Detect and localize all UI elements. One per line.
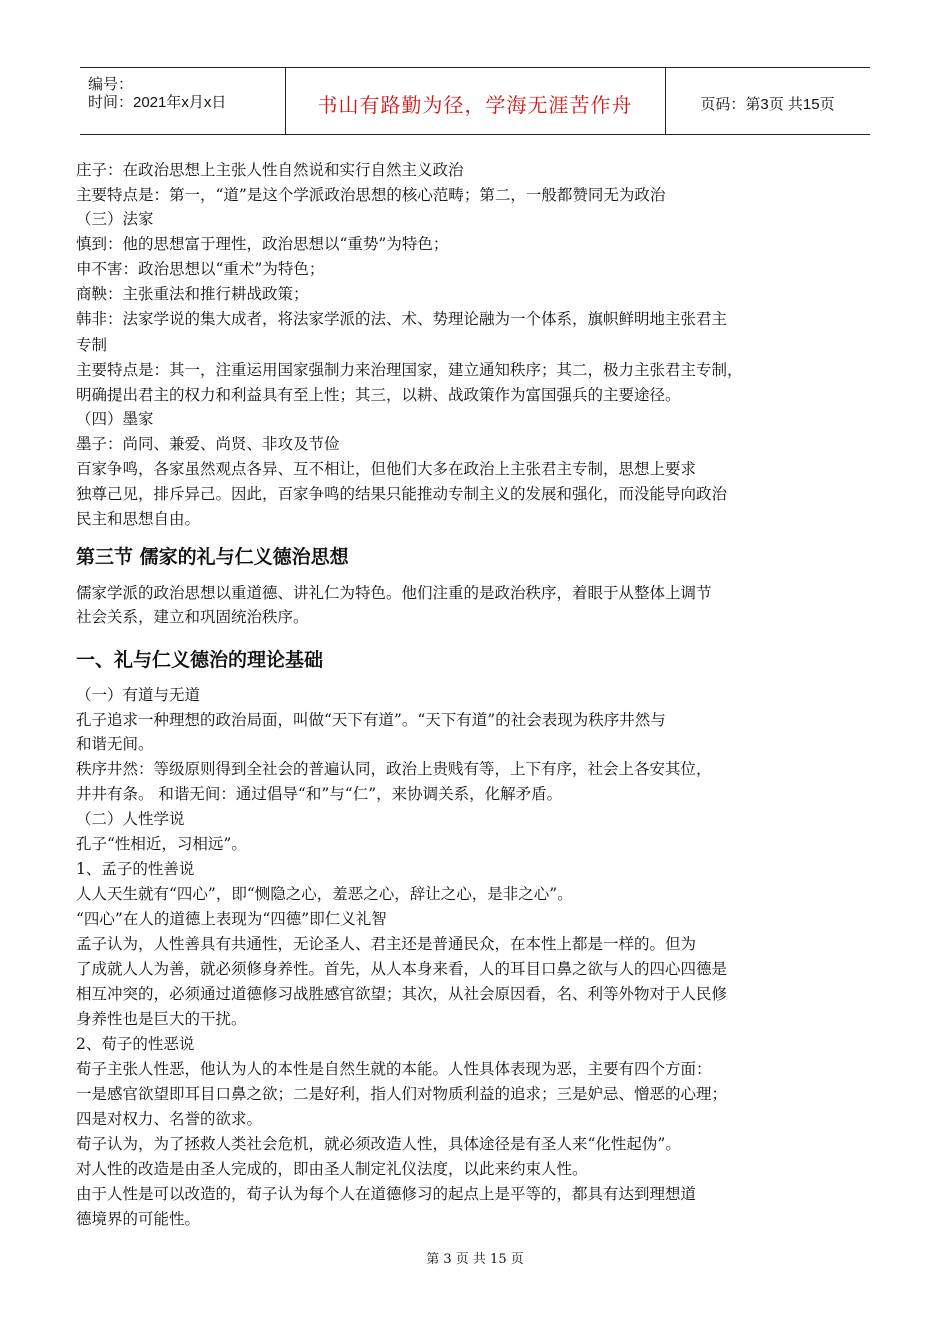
text-line: 秩序井然：等级原则得到全社会的普遍认同，政治上贵贱有等，上下有序，社会上各安其位， xyxy=(76,760,712,778)
header-bottom-rule xyxy=(80,134,870,135)
text-line: 主要特点是：其一，注重运用国家强制力来治理国家，建立通知秩序；其二，极力主张君主专制， xyxy=(76,361,743,379)
text-line: 身养性也是巨大的干扰。 xyxy=(76,1010,247,1028)
text-line: （二）人性学说 xyxy=(76,810,185,828)
text-line: 井井有条。 和谐无间：通过倡导“和”与“仁”，来协调关系，化解矛盾。 xyxy=(76,785,563,803)
text-line: 庄子：在政治思想上主张人性自然说和实行自然主义政治 xyxy=(76,161,464,179)
text-line: 相互冲突的，必须通过道德修习战胜感官欲望；其次，从社会原因看，名、利等外物对于人民修 xyxy=(76,985,728,1003)
text-line: 社会关系，建立和巩固统治秩序。 xyxy=(76,608,309,626)
text-line: （三）法家 xyxy=(76,210,154,228)
text-line: （四）墨家 xyxy=(76,410,154,428)
text-line: 独尊己见，排斥异己。因此，百家争鸣的结果只能推动专制主义的发展和强化，而没能导向政治 xyxy=(76,485,728,503)
text-line: “四心”在人的道德上表现为“四德”即仁义礼智 xyxy=(76,910,387,928)
text-line: 荀子认为，为了拯救人类社会危机，就必须改造人性，具体途径是有圣人来“化性起伪”。 xyxy=(76,1135,681,1153)
page-footer: 第 3 页 共 15 页 xyxy=(426,1252,524,1267)
text-line: 儒家学派的政治思想以重道德、讲礼仁为特色。他们注重的是政治秩序，着眼于从整体上调节 xyxy=(76,584,712,602)
text-line: 民主和思想自由。 xyxy=(76,510,201,528)
text-line: 墨子：尚同、兼爱、尚贤、非攻及节俭 xyxy=(76,435,340,453)
serial-label: 编号： xyxy=(88,76,134,93)
text-line: 荀子主张人性恶，他认为人的本性是自然生就的本能。人性具体表现为恶，主要有四个方面： xyxy=(76,1060,712,1078)
subsection-title: 一、礼与仁义德治的理论基础 xyxy=(76,649,324,671)
text-line: 孟子认为，人性善具有共通性，无论圣人、君主还是普通民众，在本性上都是一样的。但为 xyxy=(76,935,697,953)
date-label: 时间：2021年x月x日 xyxy=(88,94,227,111)
text-line: 主要特点是：第一，“道”是这个学派政治思想的核心范畴；第二，一般都赞同无为政治 xyxy=(76,186,666,204)
text-line: 2、荀子的性恶说 xyxy=(76,1035,195,1053)
text-line: 申不害：政治思想以“重术”为特色； xyxy=(76,260,325,278)
page-header xyxy=(80,67,870,135)
text-line: 一是感官欲望即耳目口鼻之欲；二是好利，指人们对物质利益的追求；三是妒忌、憎恶的心理； xyxy=(76,1085,728,1103)
text-line: 慎到：他的思想富于理性，政治思想以“重势”为特色； xyxy=(76,235,449,253)
text-line: 孔子“性相近，习相远”。 xyxy=(76,835,247,853)
text-line: 专制 xyxy=(76,336,108,354)
text-line: 韩非：法家学说的集大成者，将法家学派的法、术、势理论融为一个体系，旗帜鲜明地主张君主 xyxy=(76,310,728,328)
text-line: 商鞅：主张重法和推行耕战政策； xyxy=(76,285,309,303)
text-line: 和谐无间。 xyxy=(76,735,154,753)
text-line: 德境界的可能性。 xyxy=(76,1210,201,1228)
header-top-rule xyxy=(80,67,870,68)
text-line: 人人天生就有“四心”，即“恻隐之心，羞恶之心，辞让之心，是非之心”。 xyxy=(76,885,573,903)
motto: 书山有路勤为径，学海无涯苦作舟 xyxy=(317,93,633,117)
text-line: 四是对权力、名誉的欲求。 xyxy=(76,1110,263,1128)
section-title: 第三节 儒家的礼与仁义德治思想 xyxy=(76,546,349,568)
text-line: 明确提出君主的权力和利益具有至上性；其三，以耕、战政策作为富国强兵的主要途径。 xyxy=(76,386,681,404)
text-line: （一）有道与无道 xyxy=(76,686,201,704)
text-line: 由于人性是可以改造的，荀子认为每个人在道德修习的起点上是平等的，都具有达到理想道 xyxy=(76,1185,697,1203)
text-line: 孔子追求一种理想的政治局面，叫做“天下有道”。“天下有道”的社会表现为秩序井然与 xyxy=(76,711,666,729)
text-line: 1、孟子的性善说 xyxy=(76,860,195,878)
text-line: 对人性的改造是由圣人完成的，即由圣人制定礼仪法度，以此来约束人性。 xyxy=(76,1160,588,1178)
text-line: 百家争鸣，各家虽然观点各异、互不相让，但他们大多在政治上主张君主专制，思想上要求 xyxy=(76,460,697,478)
page-code: 页码：第3页 共15页 xyxy=(700,96,835,113)
text-line: 了成就人人为善，就必须修身养性。首先，从人本身来看，人的耳目口鼻之欲与人的四心四德是 xyxy=(76,960,728,978)
